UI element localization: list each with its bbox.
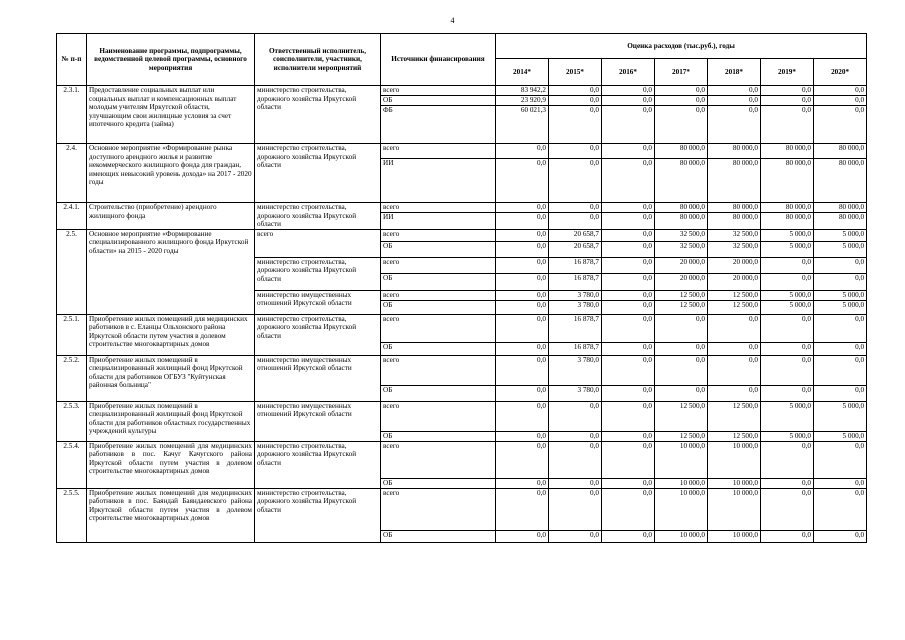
year-value: 0,0 bbox=[602, 290, 655, 300]
table-row bbox=[57, 401, 867, 431]
year-value: 0,0 bbox=[814, 106, 867, 144]
year-value: 5 000,0 bbox=[814, 300, 867, 314]
year-value: 80 000,0 bbox=[814, 144, 867, 159]
year-value: 10 000,0 bbox=[655, 441, 708, 478]
year-value: 5 000,0 bbox=[761, 300, 814, 314]
row-code: 2.5.2. bbox=[57, 355, 87, 401]
year-value: 0,0 bbox=[602, 431, 655, 441]
year-value: 0,0 bbox=[655, 86, 708, 96]
year-value: 0,0 bbox=[602, 488, 655, 530]
row-code: 2.5.1. bbox=[57, 314, 87, 355]
year-value: 60 021,3 bbox=[496, 106, 549, 144]
year-value: 0,0 bbox=[549, 106, 602, 144]
year-value: 83 942,2 bbox=[496, 86, 549, 96]
year-value: 12 500,0 bbox=[708, 401, 761, 431]
year-value: 0,0 bbox=[814, 342, 867, 355]
year-value: 0,0 bbox=[761, 86, 814, 96]
header-name: Наименование программы, подпрограммы, ведомственной целевой программы, основного мероприятия bbox=[87, 34, 255, 86]
year-value: 0,0 bbox=[708, 342, 761, 355]
row-name: Приобретение жилых помещений для медицинских работников в с. Еланцы Ольхонского района Иркутской области путем участия в долевом строительстве многоквартирных домов bbox=[87, 314, 255, 355]
year-value: 16 878,7 bbox=[549, 342, 602, 355]
year-value: 32 500,0 bbox=[708, 241, 761, 257]
row-name: Основное мероприятие «Формирование рынка доступного арендного жилья и развитие некоммерческого жилищного фонда для граждан, имеющих невысокий уровень дохода» на 2017 - 2020 годы bbox=[87, 144, 255, 203]
year-value: 0,0 bbox=[496, 355, 549, 385]
funding-source: ИИ bbox=[381, 213, 496, 229]
year-value: 3 780,0 bbox=[549, 290, 602, 300]
funding-source: ОБ bbox=[381, 431, 496, 441]
row-name: Приобретение жилых помещений для медицинских работников в пос. Качуг Качугского района Иркутской области путем участия в долевом строительстве многоквартирных домов bbox=[87, 441, 255, 488]
year-value: 0,0 bbox=[761, 488, 814, 530]
funding-source: всего bbox=[381, 203, 496, 213]
funding-source: всего bbox=[381, 441, 496, 478]
row-executor: министерство строительства, дорожного хозяйства Иркутской области bbox=[255, 257, 381, 290]
funding-source: ОБ bbox=[381, 478, 496, 488]
year-value: 3 780,0 bbox=[549, 300, 602, 314]
funding-source: ИИ bbox=[381, 159, 496, 203]
year-value: 5 000,0 bbox=[761, 290, 814, 300]
year-value: 16 878,7 bbox=[549, 273, 602, 290]
year-value: 5 000,0 bbox=[761, 241, 814, 257]
row-executor: всего bbox=[255, 229, 381, 257]
row-code: 2.5.4. bbox=[57, 441, 87, 488]
year-value: 0,0 bbox=[549, 530, 602, 542]
year-value: 16 878,7 bbox=[549, 257, 602, 273]
year-value: 0,0 bbox=[761, 355, 814, 385]
header-number: № п-п bbox=[57, 34, 87, 86]
year-value: 0,0 bbox=[602, 241, 655, 257]
year-value: 0,0 bbox=[549, 213, 602, 229]
table-row bbox=[57, 86, 867, 96]
year-value: 80 000,0 bbox=[708, 159, 761, 203]
year-value: 0,0 bbox=[602, 257, 655, 273]
header-executor: Ответственный исполнитель, соисполнители, участники, исполнители мероприятий bbox=[255, 34, 381, 86]
year-value: 0,0 bbox=[496, 431, 549, 441]
year-value: 0,0 bbox=[761, 96, 814, 106]
year-value: 0,0 bbox=[602, 478, 655, 488]
row-executor: министерство строительства, дорожного хозяйства Иркутской области bbox=[255, 314, 381, 355]
header-year: 2020* bbox=[814, 59, 867, 86]
row-executor: министерство строительства, дорожного хозяйства Иркутской области bbox=[255, 203, 381, 230]
year-value: 0,0 bbox=[496, 478, 549, 488]
year-value: 0,0 bbox=[761, 314, 814, 342]
year-value: 0,0 bbox=[655, 96, 708, 106]
header-year: 2017* bbox=[655, 59, 708, 86]
year-value: 0,0 bbox=[655, 314, 708, 342]
year-value: 80 000,0 bbox=[655, 213, 708, 229]
funding-source: ОБ bbox=[381, 273, 496, 290]
year-value: 0,0 bbox=[496, 159, 549, 203]
year-value: 0,0 bbox=[761, 441, 814, 478]
year-value: 10 000,0 bbox=[655, 530, 708, 542]
year-value: 5 000,0 bbox=[761, 229, 814, 241]
year-value: 0,0 bbox=[655, 106, 708, 144]
funding-source: всего bbox=[381, 488, 496, 530]
header-year: 2019* bbox=[761, 59, 814, 86]
year-value: 0,0 bbox=[496, 273, 549, 290]
year-value: 0,0 bbox=[549, 203, 602, 213]
year-value: 3 780,0 bbox=[549, 385, 602, 401]
header-year: 2014* bbox=[496, 59, 549, 86]
year-value: 0,0 bbox=[761, 478, 814, 488]
year-value: 0,0 bbox=[814, 530, 867, 542]
year-value: 0,0 bbox=[761, 385, 814, 401]
row-code: 2.3.1. bbox=[57, 86, 87, 144]
year-value: 0,0 bbox=[549, 431, 602, 441]
table-row bbox=[57, 488, 867, 530]
year-value: 0,0 bbox=[602, 213, 655, 229]
table-row bbox=[57, 355, 867, 385]
row-executor: министерство строительства, дорожного хозяйства Иркутской области bbox=[255, 86, 381, 144]
funding-source: всего bbox=[381, 257, 496, 273]
year-value: 0,0 bbox=[655, 355, 708, 385]
row-executor: министерство имущественных отношений Иркутской области bbox=[255, 355, 381, 401]
year-value: 0,0 bbox=[496, 385, 549, 401]
year-value: 0,0 bbox=[496, 342, 549, 355]
funding-source: всего bbox=[381, 314, 496, 342]
header-year: 2018* bbox=[708, 59, 761, 86]
year-value: 0,0 bbox=[496, 229, 549, 241]
funding-source: ОБ bbox=[381, 96, 496, 106]
year-value: 10 000,0 bbox=[708, 478, 761, 488]
year-value: 12 500,0 bbox=[655, 401, 708, 431]
year-value: 0,0 bbox=[549, 96, 602, 106]
row-name: Основное мероприятие «Формирование специализированного жилищного фонда Иркутской области» на 2015 - 2020 годы bbox=[87, 229, 255, 314]
year-value: 12 500,0 bbox=[708, 290, 761, 300]
year-value: 80 000,0 bbox=[761, 203, 814, 213]
row-code: 2.4. bbox=[57, 144, 87, 203]
year-value: 0,0 bbox=[708, 314, 761, 342]
header-year: 2015* bbox=[549, 59, 602, 86]
row-code: 2.5.5. bbox=[57, 488, 87, 542]
funding-source: всего bbox=[381, 401, 496, 431]
year-value: 20 000,0 bbox=[708, 257, 761, 273]
year-value: 0,0 bbox=[496, 290, 549, 300]
page-number: 4 bbox=[450, 16, 455, 25]
year-value: 0,0 bbox=[708, 385, 761, 401]
year-value: 0,0 bbox=[602, 106, 655, 144]
year-value: 80 000,0 bbox=[655, 203, 708, 213]
funding-source: ОБ bbox=[381, 241, 496, 257]
year-value: 80 000,0 bbox=[814, 159, 867, 203]
row-name: Приобретение жилых помещений в специализированный жилищный фонд Иркутской области для работников областных государственных учреждений культуры bbox=[87, 401, 255, 441]
year-value: 5 000,0 bbox=[761, 401, 814, 431]
year-value: 0,0 bbox=[814, 86, 867, 96]
year-value: 20 658,7 bbox=[549, 229, 602, 241]
year-value: 0,0 bbox=[814, 441, 867, 478]
row-code: 2.4.1. bbox=[57, 203, 87, 230]
table-row bbox=[57, 229, 867, 241]
funding-source: ОБ bbox=[381, 300, 496, 314]
year-value: 0,0 bbox=[602, 229, 655, 241]
year-value: 0,0 bbox=[602, 203, 655, 213]
year-value: 0,0 bbox=[549, 441, 602, 478]
year-value: 12 500,0 bbox=[708, 300, 761, 314]
year-value: 80 000,0 bbox=[761, 159, 814, 203]
table-row bbox=[57, 441, 867, 478]
budget-table bbox=[56, 33, 867, 543]
year-value: 0,0 bbox=[814, 273, 867, 290]
year-value: 0,0 bbox=[496, 213, 549, 229]
year-value: 0,0 bbox=[602, 401, 655, 431]
year-value: 0,0 bbox=[814, 478, 867, 488]
year-value: 0,0 bbox=[602, 355, 655, 385]
row-executor: министерство строительства, дорожного хозяйства Иркутской области bbox=[255, 441, 381, 488]
year-value: 0,0 bbox=[602, 342, 655, 355]
year-value: 10 000,0 bbox=[708, 441, 761, 478]
funding-source: ОБ bbox=[381, 530, 496, 542]
year-value: 0,0 bbox=[708, 106, 761, 144]
header-year: 2016* bbox=[602, 59, 655, 86]
funding-source: всего bbox=[381, 355, 496, 385]
year-value: 0,0 bbox=[708, 96, 761, 106]
year-value: 0,0 bbox=[761, 342, 814, 355]
row-executor: министерство строительства, дорожного хозяйства Иркутской области bbox=[255, 144, 381, 203]
year-value: 32 500,0 bbox=[655, 229, 708, 241]
year-value: 23 920,9 bbox=[496, 96, 549, 106]
year-value: 10 000,0 bbox=[708, 488, 761, 530]
year-value: 0,0 bbox=[602, 530, 655, 542]
year-value: 0,0 bbox=[549, 144, 602, 159]
year-value: 0,0 bbox=[549, 159, 602, 203]
year-value: 0,0 bbox=[496, 241, 549, 257]
year-value: 80 000,0 bbox=[708, 213, 761, 229]
year-value: 0,0 bbox=[814, 488, 867, 530]
row-name: Приобретение жилых помещений в специализированный жилищный фонд Иркутской области для работников ОГБУЗ "Куйтунская районная больница" bbox=[87, 355, 255, 401]
year-value: 20 000,0 bbox=[655, 257, 708, 273]
year-value: 0,0 bbox=[761, 257, 814, 273]
funding-source: ОБ bbox=[381, 385, 496, 401]
year-value: 0,0 bbox=[602, 300, 655, 314]
funding-source: ФБ bbox=[381, 106, 496, 144]
year-value: 20 658,7 bbox=[549, 241, 602, 257]
year-value: 0,0 bbox=[602, 385, 655, 401]
funding-source: всего bbox=[381, 290, 496, 300]
row-code: 2.5. bbox=[57, 229, 87, 314]
row-name: Строительство (приобретение) арендного жилищного фонда bbox=[87, 203, 255, 230]
year-value: 0,0 bbox=[655, 342, 708, 355]
row-executor: министерство имущественных отношений Иркутской области bbox=[255, 401, 381, 441]
year-value: 0,0 bbox=[602, 314, 655, 342]
year-value: 80 000,0 bbox=[708, 144, 761, 159]
year-value: 80 000,0 bbox=[814, 203, 867, 213]
year-value: 0,0 bbox=[496, 401, 549, 431]
row-executor: министерство строительства, дорожного хозяйства Иркутской области bbox=[255, 488, 381, 542]
year-value: 0,0 bbox=[655, 385, 708, 401]
year-value: 0,0 bbox=[496, 144, 549, 159]
year-value: 5 000,0 bbox=[814, 401, 867, 431]
year-value: 0,0 bbox=[496, 300, 549, 314]
year-value: 0,0 bbox=[602, 144, 655, 159]
year-value: 5 000,0 bbox=[814, 431, 867, 441]
year-value: 10 000,0 bbox=[655, 488, 708, 530]
year-value: 0,0 bbox=[496, 314, 549, 342]
year-value: 0,0 bbox=[496, 257, 549, 273]
row-executor: министерство имущественных отношений Иркутской области bbox=[255, 290, 381, 314]
year-value: 0,0 bbox=[549, 478, 602, 488]
year-value: 12 500,0 bbox=[655, 290, 708, 300]
year-value: 0,0 bbox=[814, 314, 867, 342]
row-code: 2.5.3. bbox=[57, 401, 87, 441]
funding-source: всего bbox=[381, 229, 496, 241]
year-value: 0,0 bbox=[602, 273, 655, 290]
year-value: 0,0 bbox=[549, 401, 602, 431]
year-value: 5 000,0 bbox=[814, 241, 867, 257]
year-value: 0,0 bbox=[602, 159, 655, 203]
header-estimate: Оценка расходов (тыс.руб.), годы bbox=[496, 34, 867, 59]
year-value: 12 500,0 bbox=[655, 431, 708, 441]
year-value: 32 500,0 bbox=[708, 229, 761, 241]
year-value: 5 000,0 bbox=[761, 431, 814, 441]
year-value: 10 000,0 bbox=[655, 478, 708, 488]
year-value: 0,0 bbox=[814, 355, 867, 385]
year-value: 0,0 bbox=[602, 96, 655, 106]
table-row bbox=[57, 203, 867, 213]
funding-source: всего bbox=[381, 86, 496, 96]
year-value: 80 000,0 bbox=[708, 203, 761, 213]
table-row bbox=[57, 314, 867, 342]
year-value: 20 000,0 bbox=[655, 273, 708, 290]
year-value: 0,0 bbox=[602, 86, 655, 96]
row-name: Приобретение жилых помещений для медицинских работников в пос. Баяндай Баяндаевского района Иркутской области путем участия в долевом строительстве многоквартирных домов bbox=[87, 488, 255, 542]
year-value: 0,0 bbox=[761, 530, 814, 542]
year-value: 0,0 bbox=[761, 273, 814, 290]
table-row bbox=[57, 144, 867, 159]
year-value: 0,0 bbox=[496, 203, 549, 213]
year-value: 80 000,0 bbox=[761, 144, 814, 159]
year-value: 0,0 bbox=[814, 385, 867, 401]
year-value: 0,0 bbox=[549, 488, 602, 530]
table-body bbox=[57, 86, 867, 543]
funding-source: всего bbox=[381, 144, 496, 159]
year-value: 80 000,0 bbox=[814, 213, 867, 229]
year-value: 16 878,7 bbox=[549, 314, 602, 342]
year-value: 20 000,0 bbox=[708, 273, 761, 290]
year-value: 0,0 bbox=[708, 355, 761, 385]
year-value: 80 000,0 bbox=[655, 159, 708, 203]
year-value: 0,0 bbox=[708, 86, 761, 96]
year-value: 10 000,0 bbox=[708, 530, 761, 542]
year-value: 3 780,0 bbox=[549, 355, 602, 385]
year-value: 32 500,0 bbox=[655, 241, 708, 257]
year-value: 0,0 bbox=[496, 488, 549, 530]
year-value: 0,0 bbox=[496, 530, 549, 542]
header-sources: Источники финансирования bbox=[381, 34, 496, 86]
year-value: 0,0 bbox=[761, 106, 814, 144]
funding-source: ОБ bbox=[381, 342, 496, 355]
year-value: 0,0 bbox=[549, 86, 602, 96]
year-value: 0,0 bbox=[814, 257, 867, 273]
year-value: 12 500,0 bbox=[708, 431, 761, 441]
year-value: 0,0 bbox=[602, 441, 655, 478]
year-value: 80 000,0 bbox=[761, 213, 814, 229]
year-value: 80 000,0 bbox=[655, 144, 708, 159]
year-value: 5 000,0 bbox=[814, 290, 867, 300]
row-name: Предоставление социальных выплат или социальных выплат и компенсационных выплат молодым учителям Иркутской области, улучшающим свои жилищные условия за счет ипотечного кредита (займа) bbox=[87, 86, 255, 144]
year-value: 0,0 bbox=[814, 96, 867, 106]
year-value: 0,0 bbox=[496, 441, 549, 478]
year-value: 5 000,0 bbox=[814, 229, 867, 241]
year-value: 12 500,0 bbox=[655, 300, 708, 314]
